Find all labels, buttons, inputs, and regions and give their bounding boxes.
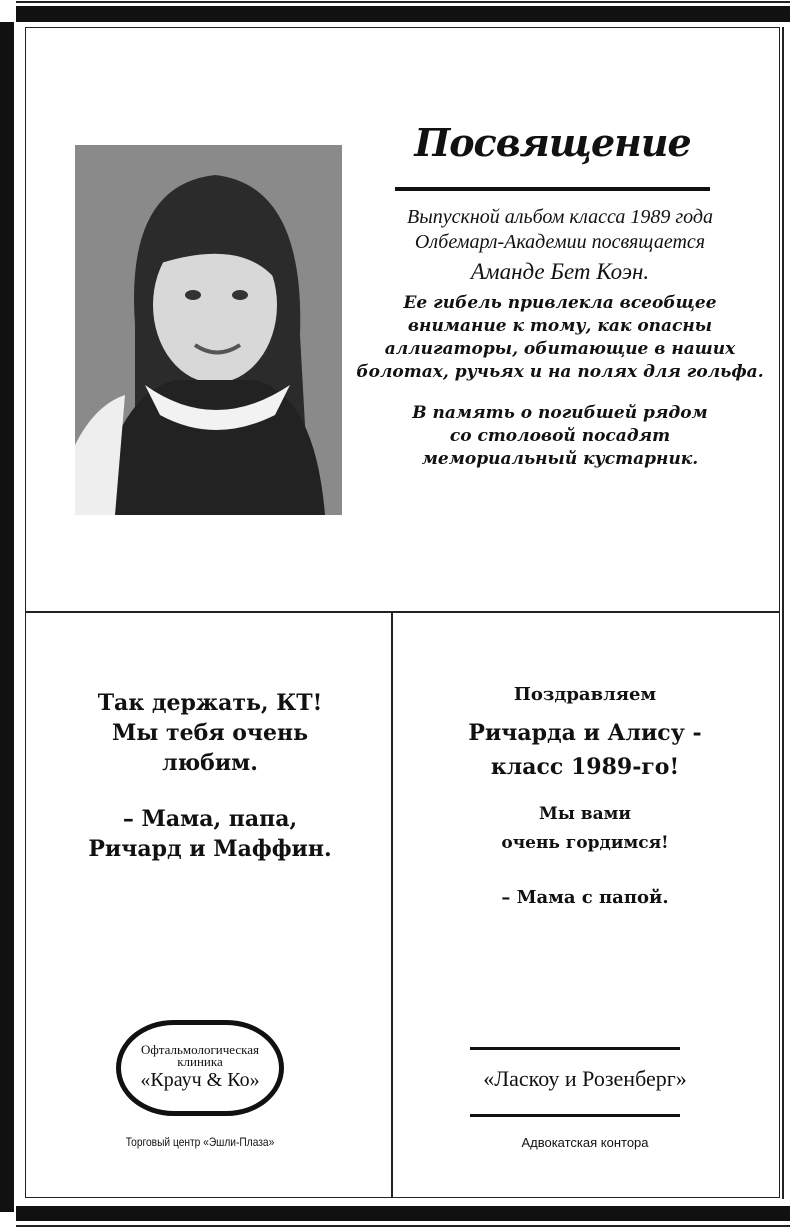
dedication-title: Посвящение: [414, 120, 691, 165]
portrait-photo: [75, 145, 342, 515]
frame-left-band: [0, 22, 14, 1212]
message-line: Так держать, КТ!: [97, 690, 323, 716]
body-line: внимание к тому, как опасны: [407, 316, 713, 336]
frame-bottom-band: [16, 1206, 790, 1221]
firm-rule-top: [470, 1047, 680, 1050]
logo-line-1: Офтальмологическая: [140, 1042, 260, 1057]
message-line: Мы тебя очень: [111, 720, 309, 746]
firm-rule-bottom: [470, 1114, 680, 1117]
pride-line: очень гордимся!: [501, 833, 669, 853]
body-line: мемориальный кустарник.: [421, 449, 699, 469]
logo-line-3: «Крауч & Ко»: [140, 1069, 260, 1091]
body-line: В память о погибшей рядом: [412, 403, 708, 423]
dedication-body-1: [355, 292, 765, 384]
frame-top-hairline: [16, 1, 790, 3]
clinic-caption: Торговый центр «Эшли-Плаза»: [125, 1135, 275, 1149]
right-ad-pride: [395, 800, 775, 858]
left-ad-message: [30, 688, 390, 864]
body-line: со столовой посадят: [449, 426, 671, 446]
dedication-body-2: [355, 402, 765, 471]
vertical-divider: [391, 611, 393, 1198]
dedication-name: Аманде Бет Коэн.: [470, 259, 650, 284]
firm-caption: Адвокатская контора: [521, 1135, 649, 1150]
names-line: класс 1989-го!: [490, 754, 680, 780]
horizontal-divider: [25, 611, 780, 613]
title-underline: [395, 187, 710, 191]
right-ad-greeting: Поздравляем: [513, 684, 657, 705]
frame-top-band: [16, 6, 790, 22]
body-line: Ее гибель привлекла всеобщее: [403, 293, 717, 313]
frame-bottom-hairline: [16, 1225, 790, 1227]
message-line: любим.: [162, 750, 258, 776]
signature-line: Ричард и Маффин.: [88, 836, 332, 862]
body-line: болотах, ручьях и на полях для гольфа.: [356, 362, 764, 382]
clinic-logo: [116, 1020, 284, 1116]
names-line: Ричарда и Алису -: [468, 720, 702, 746]
right-ad-signature: – Мама с папой.: [501, 887, 669, 908]
frame-right-line: [782, 27, 784, 1199]
body-line: аллигаторы, обитающие в наших: [384, 339, 736, 359]
pride-line: Мы вами: [539, 804, 631, 824]
right-ad-names: [395, 716, 775, 784]
dedication-line-2: Олбемарл-Академии посвящается: [414, 231, 706, 253]
dedication-line-1: Выпускной альбом класса 1989 года: [406, 206, 714, 228]
signature-line: – Мама, папа,: [122, 806, 298, 832]
logo-line-2: клиника: [177, 1054, 223, 1069]
firm-name: «Ласкоу и Розенберг»: [483, 1066, 687, 1091]
